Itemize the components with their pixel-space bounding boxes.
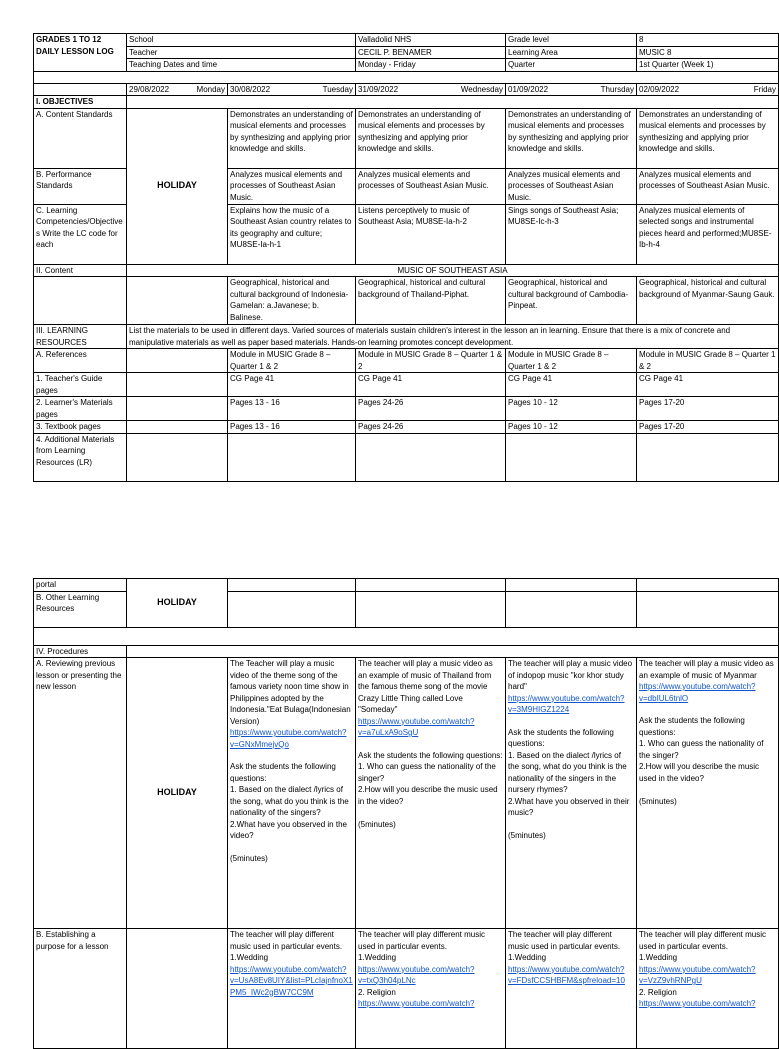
day-friday: 02/09/2022 Friday <box>637 83 779 96</box>
portal-label: portal <box>34 579 127 592</box>
lm-tue: Pages 13 - 16 <box>228 397 356 421</box>
perf-std-wed: Analyzes musical elements and processes of Southeast Asian Music. <box>356 168 506 204</box>
lesson-log-table <box>33 33 779 482</box>
proc-a-fri: The teacher will play a music video as an example of music of Myanmar https://www.youtube.com/watch?v=dbIUL6tnlO Ask the students the following questions: 1. Who can guess the nationality of the singer? 2.How will you describe the music used in the video? (5minutes) <box>637 658 779 929</box>
holiday-monday: HOLIDAY <box>127 108 228 264</box>
proc-a-tue: The Teacher will play a music video of the theme song of the famous variety noon time show in Philippines adopted by the Indonesia."Eat Bulaga(Indonesian Version) https://www.youtube.com/watch?v=GNxMmejvQo Ask the students the following questions: 1. Based on the dialect /lyrics of the song, what do you think is the nationality of the singers? 2.What have you observed in the video? (5minutes) <box>228 658 356 929</box>
performance-standards-label: B. Performance Standards <box>34 168 127 204</box>
ref-fri: Module in MUSIC Grade 8 – Quarter 1 & 2 <box>637 349 779 373</box>
area-value: MUSIC 8 <box>637 46 779 59</box>
video-link[interactable]: https://www.youtube.com/watch?v=a7uLxA9oSgU <box>358 716 475 737</box>
comp-fri: Analyzes musical elements of selected songs and instrumental pieces heard and performed;MU8SE-Ib-h-4 <box>637 204 779 264</box>
additional-materials-label: 4. Additional Materials from Learning Resources (LR) <box>34 433 127 481</box>
establishing-purpose-label: B. Establishing a purpose for a lesson <box>34 929 127 1049</box>
resources-heading: III. LEARNING RESOURCES <box>34 325 127 349</box>
day-tuesday: 30/08/2022 Tuesday <box>228 83 356 96</box>
quarter-label: Quarter <box>506 59 637 72</box>
proc-a-thu: The teacher will play a music video of indopop music "kor khor study hard" https://www.youtube.com/watch?v=3M9HIGZ1224 Ask the students the following questions: 1. Based on the dialect /lyrics of the song, what do you think is the nationality of the singers in the nursery rhymes? 2.What have you observed in their music? (5minutes) <box>506 658 637 929</box>
video-link[interactable]: https://www.youtube.com/watch?v=UsA8Ev8UIY&list=PLcIajnfnoX1PM5_IWc2gBW7CC9M <box>230 964 353 997</box>
dates-value: Monday - Friday <box>356 59 506 72</box>
content-std-thu: Demonstrates an understanding of musical elements and processes by synthesizing and applying prior knowledge and skills. <box>506 108 637 168</box>
ref-wed: Module in MUSIC Grade 8 – Quarter 1 & 2 <box>356 349 506 373</box>
proc-b-fri: The teacher will play different music used in particular events. 1.Wedding https://www.youtube.com/watch?v=VzZ9vhRNPgU 2. Religion https://www.youtube.com/watch? <box>637 929 779 1049</box>
objectives-heading: I. OBJECTIVES <box>34 96 127 109</box>
video-link[interactable]: https://www.youtube.com/watch?v=dbIUL6tnlO <box>639 682 756 703</box>
lm-wed: Pages 24-26 <box>356 397 506 421</box>
date-label-blank <box>34 83 127 96</box>
lm-thu: Pages 10 - 12 <box>506 397 637 421</box>
comp-wed: Listens perceptively to music of Southeast Asia; MU8SE-Ia-h-2 <box>356 204 506 264</box>
holiday-monday-2: HOLIDAY <box>127 579 228 628</box>
lesson-log-page-2 <box>33 578 774 1049</box>
school-value: Valladolid NHS <box>356 34 506 47</box>
tb-thu: Pages 10 - 12 <box>506 421 637 434</box>
day-monday: 29/08/2022 Monday <box>127 83 228 96</box>
teacher-label: Teacher <box>127 46 356 59</box>
proc-b-thu: The teacher will play different music used in particular events. 1.Wedding https://www.youtube.com/watch?v=FDsfCCSHBFM&spfreload=10 <box>506 929 637 1049</box>
tg-fri: CG Page 41 <box>637 373 779 397</box>
video-link-2[interactable]: https://www.youtube.com/watch? <box>358 999 475 1008</box>
references-label: A. References <box>34 349 127 373</box>
school-label: School <box>127 34 356 47</box>
content-item-tue: Geographical, historical and cultural background of Indonesia-Gamelan: a.Javanese; b. Balinese. <box>228 277 356 325</box>
lm-fri: Pages 17-20 <box>637 397 779 421</box>
content-topic: MUSIC OF SOUTHEAST ASIA <box>127 264 779 277</box>
log-title: GRADES 1 TO 12 DAILY LESSON LOG <box>34 34 127 72</box>
teacher-value: CECIL P. BENAMER <box>356 46 506 59</box>
grade-label: Grade level <box>506 34 637 47</box>
perf-std-thu: Analyzes musical elements and processes of Southeast Asian Music. <box>506 168 637 204</box>
lesson-log-page-1 <box>33 33 776 482</box>
video-link[interactable]: https://www.youtube.com/watch?v=GNxMmejvQo <box>230 728 347 749</box>
content-standards-label: A. Content Standards <box>34 108 127 168</box>
proc-a-wed: The teacher will play a music video as an example of music of Thailand from the famous theme song of the movie Crazy Little Thing called Love "Someday" https://www.youtube.com/watch?v=a7uLxA9oSgU Ask the students the following questions: 1. Who can guess the nationality of the singer? 2.How will you describe the music used in the video? (5minutes) <box>356 658 506 929</box>
tb-wed: Pages 24-26 <box>356 421 506 434</box>
area-label: Learning Area <box>506 46 637 59</box>
video-link[interactable]: https://www.youtube.com/watch?v=VzZ9vhRNPgU <box>639 964 756 985</box>
video-link-2[interactable]: https://www.youtube.com/watch? <box>639 999 756 1008</box>
competencies-label: C. Learning Competencies/Objectives Write the LC code for each <box>34 204 127 264</box>
content-heading: II. Content <box>34 264 127 277</box>
content-std-wed: Demonstrates an understanding of musical elements and processes by synthesizing and applying prior knowledge and skills. <box>356 108 506 168</box>
teachers-guide-label: 1. Teacher's Guide pages <box>34 373 127 397</box>
content-std-tue: Demonstrates an understanding of musical elements and processes by synthesizing and applying prior knowledge and skills. <box>228 108 356 168</box>
comp-thu: Sings songs of Southeast Asia; MU8SE-Ic-h-3 <box>506 204 637 264</box>
content-item-fri: Geographical, historical and cultural background of Myanmar-Saung Gauk. <box>637 277 779 325</box>
video-link[interactable]: https://www.youtube.com/watch?v=3M9HIGZ1224 <box>508 693 625 714</box>
tg-thu: CG Page 41 <box>506 373 637 397</box>
proc-b-wed: The teacher will play different music used in particular events. 1.Wedding https://www.youtube.com/watch?v=txQ3h04pLNc 2. Religion https://www.youtube.com/watch? <box>356 929 506 1049</box>
content-item-thu: Geographical, historical and cultural background of Cambodia-Pinpeat. <box>506 277 637 325</box>
lesson-log-table-continued <box>33 578 779 1049</box>
tg-wed: CG Page 41 <box>356 373 506 397</box>
ref-tue: Module in MUSIC Grade 8 – Quarter 1 & 2 <box>228 349 356 373</box>
proc-b-tue: The teacher will play different music used in particular events. 1.Wedding https://www.youtube.com/watch?v=UsA8Ev8UIY&list=PLcIajnfnoX1PM5_IWc2gBW7CC9M <box>228 929 356 1049</box>
resources-note: List the materials to be used in different days. Varied sources of materials sustain children's interest in the lesson an in learning. Ensure that there is a mix of concrete and manipulative materials as well as paper based materials. Hands-on learning promotes concept development. <box>127 325 779 349</box>
other-resources-label: B. Other Learning Resources <box>34 591 127 627</box>
perf-std-tue: Analyzes musical elements and processes of Southeast Asian Music. <box>228 168 356 204</box>
perf-std-fri: Analyzes musical elements and processes of Southeast Asian Music. <box>637 168 779 204</box>
procedures-heading: IV. Procedures <box>34 645 127 658</box>
tb-fri: Pages 17-20 <box>637 421 779 434</box>
ref-thu: Module in MUSIC Grade 8 – Quarter 1 & 2 <box>506 349 637 373</box>
holiday-monday-3: HOLIDAY <box>127 658 228 929</box>
spacer-row <box>34 71 779 83</box>
day-thursday: 01/09/2022 Thursday <box>506 83 637 96</box>
textbook-label: 3. Textbook pages <box>34 421 127 434</box>
quarter-value: 1st Quarter (Week 1) <box>637 59 779 72</box>
grade-value: 8 <box>637 34 779 47</box>
day-wednesday: 31/09/2022 Wednesday <box>356 83 506 96</box>
dates-label: Teaching Dates and time <box>127 59 356 72</box>
tb-tue: Pages 13 - 16 <box>228 421 356 434</box>
content-item-wed: Geographical, historical and cultural background of Thailand-Piphat. <box>356 277 506 325</box>
reviewing-label: A. Reviewing previous lesson or presenting the new lesson <box>34 658 127 929</box>
video-link[interactable]: https://www.youtube.com/watch?v=txQ3h04pLNc <box>358 964 475 985</box>
video-link[interactable]: https://www.youtube.com/watch?v=FDsfCCSHBFM&spfreload=10 <box>508 964 625 985</box>
tg-tue: CG Page 41 <box>228 373 356 397</box>
learners-materials-label: 2. Learner's Materials pages <box>34 397 127 421</box>
comp-tue: Explains how the music of a Southeast Asian country relates to its geography and culture; MU8SE-Ia-h-1 <box>228 204 356 264</box>
content-std-fri: Demonstrates an understanding of musical elements and processes by synthesizing and applying prior knowledge and skills. <box>637 108 779 168</box>
